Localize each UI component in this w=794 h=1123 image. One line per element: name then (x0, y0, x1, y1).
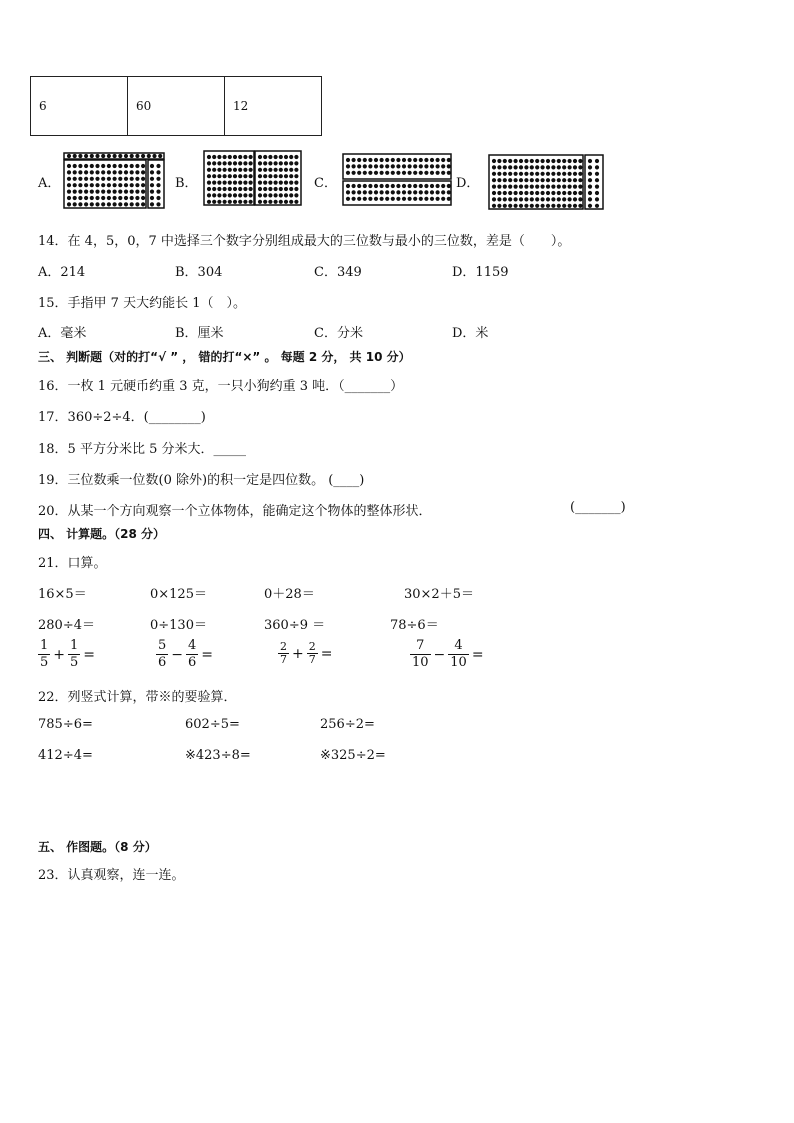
q15-option-d[interactable]: D．米 (452, 326, 489, 341)
question-20: 20．从某一个方向观察一个立体物体，能确定这个物体的整体形状． (38, 504, 432, 519)
section-3-title: 三、 判断题（对的打“√ ” ， 错的打“×” 。 每题 2 分， 共 10 分） (38, 350, 411, 364)
calc-item: ※423÷8= (185, 748, 251, 763)
fraction-expression (278, 641, 335, 666)
section-4-title: 四、 计算题。（28 分） (38, 527, 166, 541)
question-16: 16．一枚 1 元硬币约重 3 克，一只小狗约重 3 吨．（_______） (38, 379, 404, 394)
dot-block-d-image (487, 153, 605, 211)
table-cell: 60 (128, 77, 225, 136)
fraction-denominator: 7 (308, 653, 316, 666)
option-d-letter[interactable]: D． (456, 176, 480, 191)
q14-option-a[interactable]: A．214 (38, 265, 86, 280)
q15-option-c[interactable]: C．分米 (314, 326, 363, 341)
calc-item: 602÷5= (185, 717, 240, 732)
option-a-letter[interactable]: A． (38, 176, 61, 191)
fraction-numerator: 7 (416, 638, 425, 653)
fraction-denominator: 7 (280, 653, 287, 666)
fraction-expression (38, 638, 98, 671)
question-17: 17．360÷2÷4．(________) (38, 410, 206, 425)
calc-item: 412÷4= (38, 748, 93, 763)
question-21-label: 21．口算。 (38, 556, 107, 571)
question-14-stem: 14．在 4，5，0，7 中选择三个数字分别组成最大的三位数与最小的三位数，差是（ ）。 (38, 234, 571, 249)
fraction-expression (410, 638, 487, 671)
calc-item: 0×125＝ (150, 587, 207, 602)
option-c-letter[interactable]: C． (314, 176, 337, 191)
q14-option-b[interactable]: B．304 (175, 265, 223, 280)
fraction-expression (156, 638, 216, 671)
fraction-operator: − (171, 646, 184, 663)
dot-block-b-image (203, 150, 303, 207)
fraction-numerator: 4 (188, 638, 197, 653)
fraction-operator: − (433, 646, 446, 663)
calc-item: 30×2＋5＝ (404, 587, 474, 602)
q15-option-b[interactable]: B．厘米 (175, 326, 224, 341)
fraction-equals: = (471, 646, 484, 663)
calc-item: 256÷2= (320, 717, 375, 732)
section-5-title: 五、 作图题。（8 分） (38, 840, 157, 854)
calc-item: ※325÷2= (320, 748, 386, 763)
option-b-letter[interactable]: B． (175, 176, 198, 191)
fraction-denominator: 10 (412, 655, 429, 670)
calc-item: 0÷130＝ (150, 618, 207, 633)
calc-item: 16×5＝ (38, 587, 87, 602)
fraction-numerator: 4 (454, 638, 463, 653)
dot-block-a-image (62, 152, 166, 210)
fraction-numerator: 5 (158, 638, 167, 653)
answer-table (30, 76, 322, 136)
question-19: 19．三位数乘一位数(0 除外)的积一定是四位数。 (____) (38, 473, 365, 488)
fraction-equals: = (201, 646, 214, 663)
question-23-label: 23．认真观察，连一连。 (38, 868, 185, 883)
question-18: 18．5 平方分米比 5 分米大．_____ (38, 442, 246, 457)
fraction-equals: = (83, 646, 96, 663)
question-22-label: 22．列竖式计算，带※的要验算． (38, 690, 237, 705)
table-cell: 12 (225, 77, 322, 136)
fraction-operator: + (292, 645, 304, 662)
fraction-numerator: 2 (280, 640, 287, 653)
fraction-numerator: 1 (70, 638, 79, 653)
calc-item: 280÷4＝ (38, 618, 95, 633)
calc-item: 360÷9 ＝ (264, 618, 326, 633)
calc-item: 78÷6＝ (390, 618, 439, 633)
table-cell: 6 (31, 77, 128, 136)
fraction-numerator: 1 (40, 638, 49, 653)
calc-item: 0＋28＝ (264, 587, 315, 602)
fraction-equals: = (320, 645, 333, 662)
q14-option-c[interactable]: C．349 (314, 265, 362, 280)
fraction-denominator: 6 (158, 655, 167, 670)
fraction-denominator: 6 (188, 655, 197, 670)
q14-option-d[interactable]: D．1159 (452, 265, 509, 280)
fraction-operator: + (53, 646, 66, 663)
fraction-denominator: 10 (450, 655, 467, 670)
fraction-numerator: 2 (308, 640, 316, 653)
fraction-denominator: 5 (40, 655, 49, 670)
fraction-denominator: 5 (70, 655, 79, 670)
question-15-stem: 15．手指甲 7 天大约能长 1（ ）。 (38, 296, 246, 311)
question-20-blank[interactable]: (_______) (570, 500, 626, 515)
q15-option-a[interactable]: A．毫米 (38, 326, 87, 341)
calc-item: 785÷6= (38, 717, 93, 732)
dot-block-c-image (341, 153, 453, 207)
